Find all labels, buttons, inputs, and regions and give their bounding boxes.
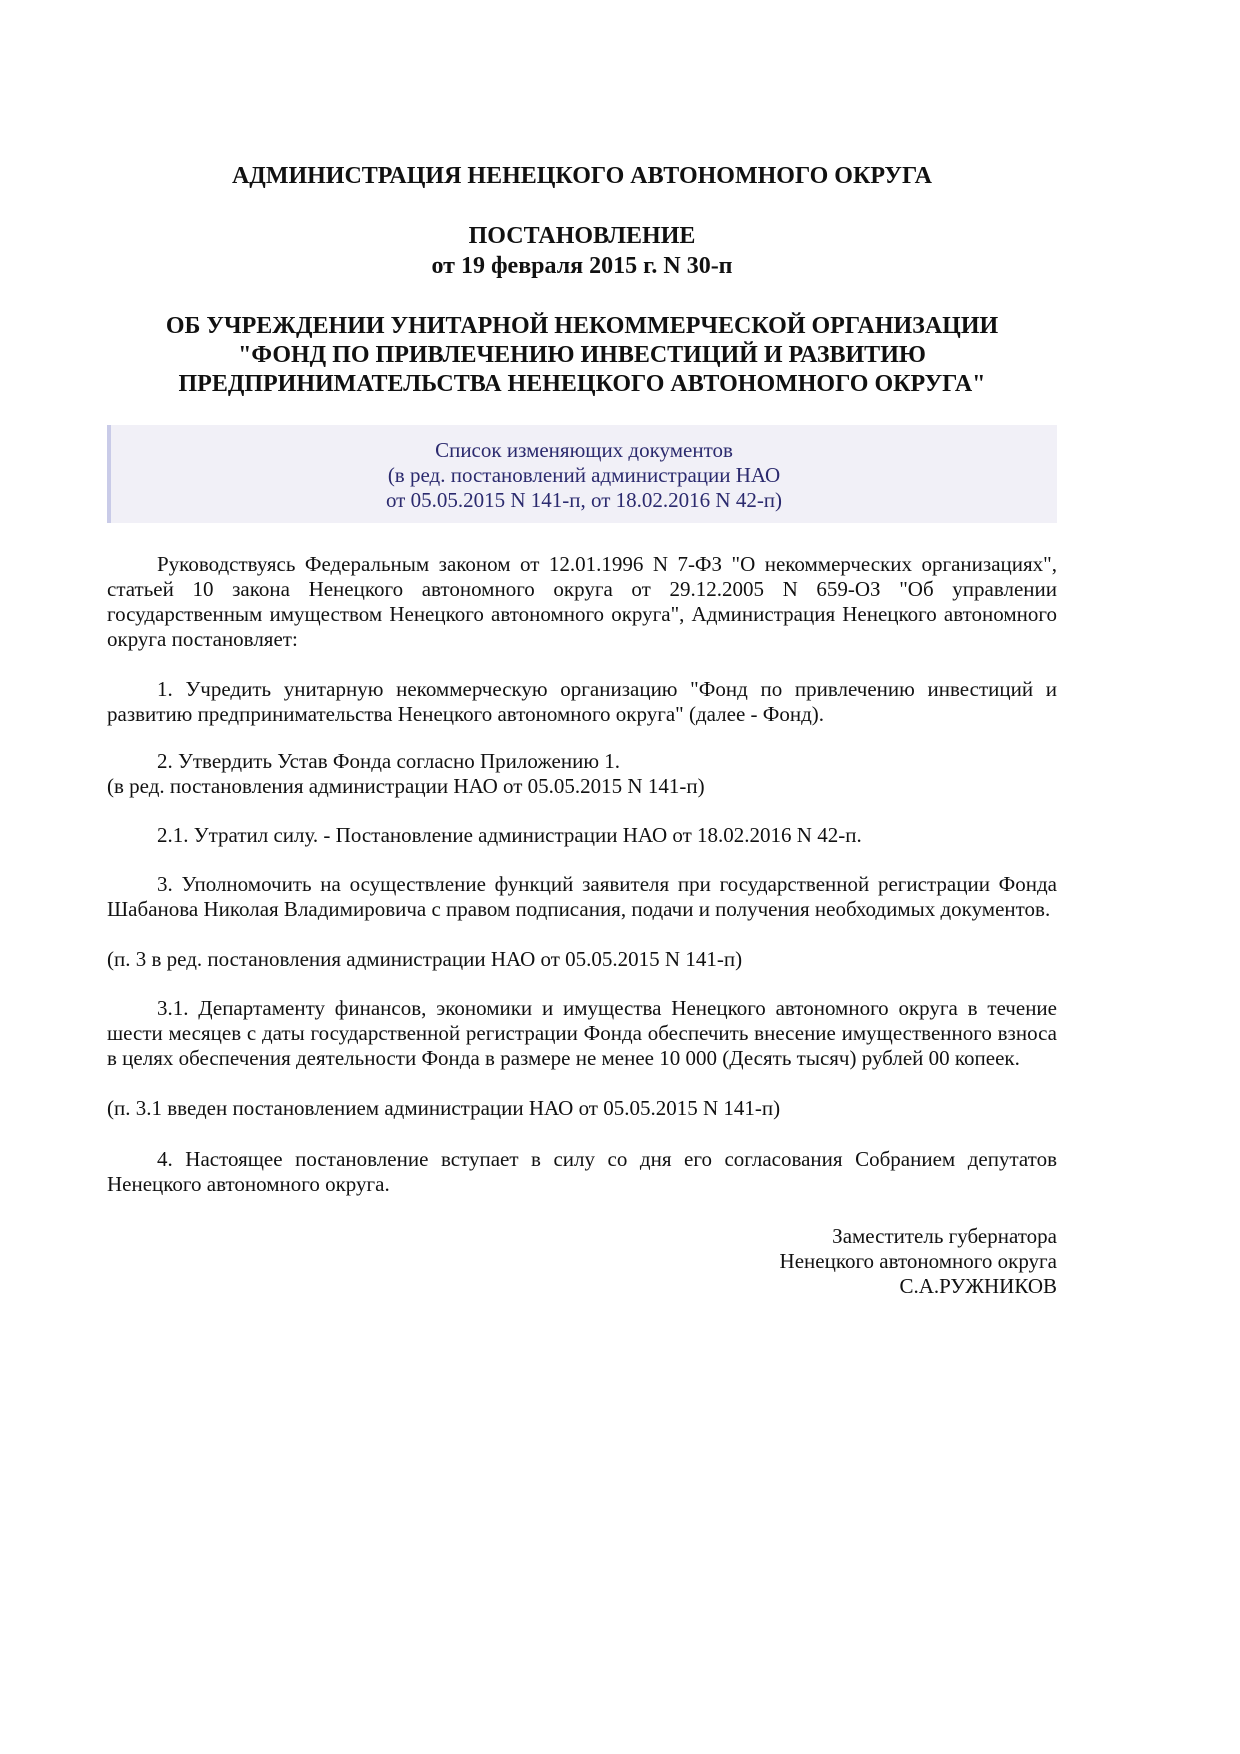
organization-heading: АДМИНИСТРАЦИЯ НЕНЕЦКОГО АВТОНОМНОГО ОКРУГА [231,163,933,189]
amendments-line: от 05.05.2015 N 141-п, от 18.02.2016 N 42-п) [385,488,783,512]
item-1: 1. Учредить унитарную некоммерческую организацию "Фонд по привлечению инвестиций и развитию предпринимательства Ненецкого автономного округа" (далее - Фонд). [107,677,1057,726]
title-line: ОБ УЧРЕЖДЕНИИ УНИТАРНОЙ НЕКОММЕРЧЕСКОЙ ОРГАНИЗАЦИИ [165,313,999,339]
item-3-1-note: (п. 3.1 введен постановлением администрации НАО от 05.05.2015 N 141-п) [107,1096,781,1120]
item-2-1: 2.1. Утратил силу. - Постановление администрации НАО от 18.02.2016 N 42-п. [157,823,862,847]
item-3-1: 3.1. Департаменту финансов, экономики и имущества Ненецкого автономного округа в течение шести месяцев с даты государственной регистрации Фонда обеспечить внесение имущественного взноса в целях обеспечения деятельности Фонда в размере не менее 10 000 (Десять тысяч) рублей 00 копеек. [107,996,1057,1070]
signature-name: С.А.РУЖНИКОВ [899,1274,1057,1298]
item-3-note: (п. 3 в ред. постановления администрации НАО от 05.05.2015 N 141-п) [107,947,743,971]
document-type: ПОСТАНОВЛЕНИЕ [468,223,696,249]
signature-position: Заместитель губернатора [832,1224,1057,1248]
amendments-line: (в ред. постановлений администрации НАО [387,463,781,487]
item-3: 3. Уполномочить на осуществление функций заявителя при государственной регистрации Фонда Шабанова Николая Владимировича с правом подписания, подачи и получения необходимых документов. [107,872,1057,921]
amendments-heading: Список изменяющих документов [435,438,733,462]
item-2-note: (в ред. постановления администрации НАО от 05.05.2015 N 141-п) [107,774,705,798]
item-4: 4. Настоящее постановление вступает в силу со дня его согласования Собранием депутатов Ненецкого автономного округа. [107,1147,1057,1196]
signature-region: Ненецкого автономного округа [779,1249,1057,1273]
title-line: "ФОНД ПО ПРИВЛЕЧЕНИЮ ИНВЕСТИЦИЙ И РАЗВИТИЮ [238,342,926,368]
item-2: 2. Утвердить Устав Фонда согласно Приложению 1. [157,749,621,773]
preamble-paragraph: Руководствуясь Федеральным законом от 12.01.1996 N 7-ФЗ "О некоммерческих организациях", статьей 10 закона Ненецкого автономного округа от 29.12.2005 N 659-ОЗ "Об управлении государственным имуществом Ненецкого автономного округа", Администрация Ненецкого автономного округа постановляет: [107,552,1057,651]
amendments-box [107,425,1057,523]
document-date-number: от 19 февраля 2015 г. N 30-п [431,253,733,279]
title-line: ПРЕДПРИНИМАТЕЛЬСТВА НЕНЕЦКОГО АВТОНОМНОГО ОКРУГА" [178,371,986,397]
document-title [80,312,1084,399]
signature-block [107,1224,1057,1299]
